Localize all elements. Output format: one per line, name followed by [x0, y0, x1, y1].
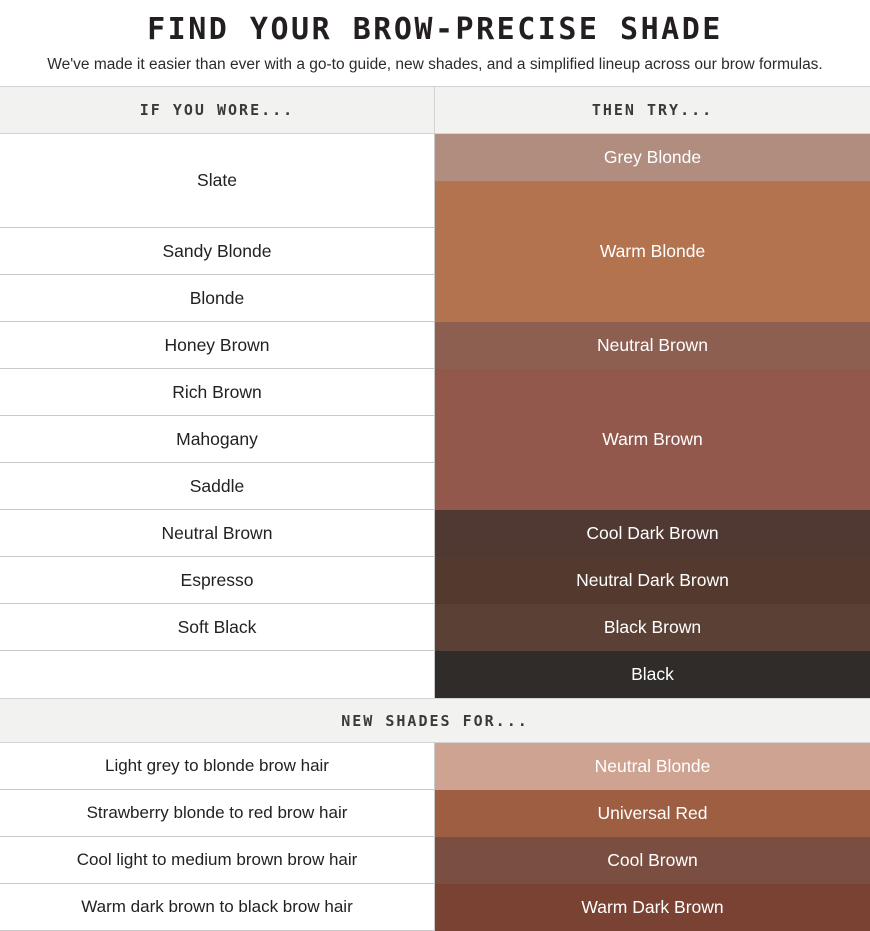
table-row: Rich Brown [0, 369, 434, 416]
column-header-if-you-wore: IF YOU WORE... [0, 87, 435, 133]
table-row: Saddle [0, 463, 434, 510]
new-shades-column [435, 134, 870, 698]
table-header-row [0, 87, 870, 134]
table-row: Espresso [0, 557, 434, 604]
shade-swatch: Neutral Blonde [435, 743, 870, 790]
shade-swatch: Neutral Brown [435, 322, 870, 369]
table-row: Slate [0, 134, 434, 228]
shade-swatch: Warm Blonde [435, 181, 870, 322]
new-shade-swatch-column [435, 743, 870, 931]
table-row: Soft Black [0, 604, 434, 651]
section-band-new-shades-for: NEW SHADES FOR... [0, 698, 870, 743]
table-section-existing-shades [0, 134, 870, 698]
table-row: Sandy Blonde [0, 228, 434, 275]
table-row: Strawberry blonde to red brow hair [0, 790, 434, 837]
brow-hair-description-column [0, 743, 435, 931]
shade-swatch: Grey Blonde [435, 134, 870, 181]
shade-swatch: Neutral Dark Brown [435, 557, 870, 604]
page-subtitle: We've made it easier than ever with a go-to guide, new shades, and a simplified lineup across our brow formulas. [47, 56, 823, 73]
table-row: Neutral Brown [0, 510, 434, 557]
shade-conversion-table [0, 86, 870, 931]
shade-swatch: Cool Dark Brown [435, 510, 870, 557]
table-row: Honey Brown [0, 322, 434, 369]
table-row: Blonde [0, 275, 434, 322]
old-shades-column [0, 134, 435, 698]
page-title: FIND YOUR BROW-PRECISE SHADE [147, 12, 723, 47]
shade-swatch: Warm Dark Brown [435, 884, 870, 931]
table-row: Light grey to blonde brow hair [0, 743, 434, 790]
shade-swatch: Universal Red [435, 790, 870, 837]
shade-swatch: Black Brown [435, 604, 870, 651]
table-row: Mahogany [0, 416, 434, 463]
column-header-then-try: THEN TRY... [591, 101, 714, 120]
shade-swatch: Black [435, 651, 870, 698]
table-row: Cool light to medium brown brow hair [0, 837, 434, 884]
table-row: Warm dark brown to black brow hair [0, 884, 434, 931]
shade-swatch: Warm Brown [435, 369, 870, 510]
shade-swatch: Cool Brown [435, 837, 870, 884]
table-section-new-shades [0, 743, 870, 931]
